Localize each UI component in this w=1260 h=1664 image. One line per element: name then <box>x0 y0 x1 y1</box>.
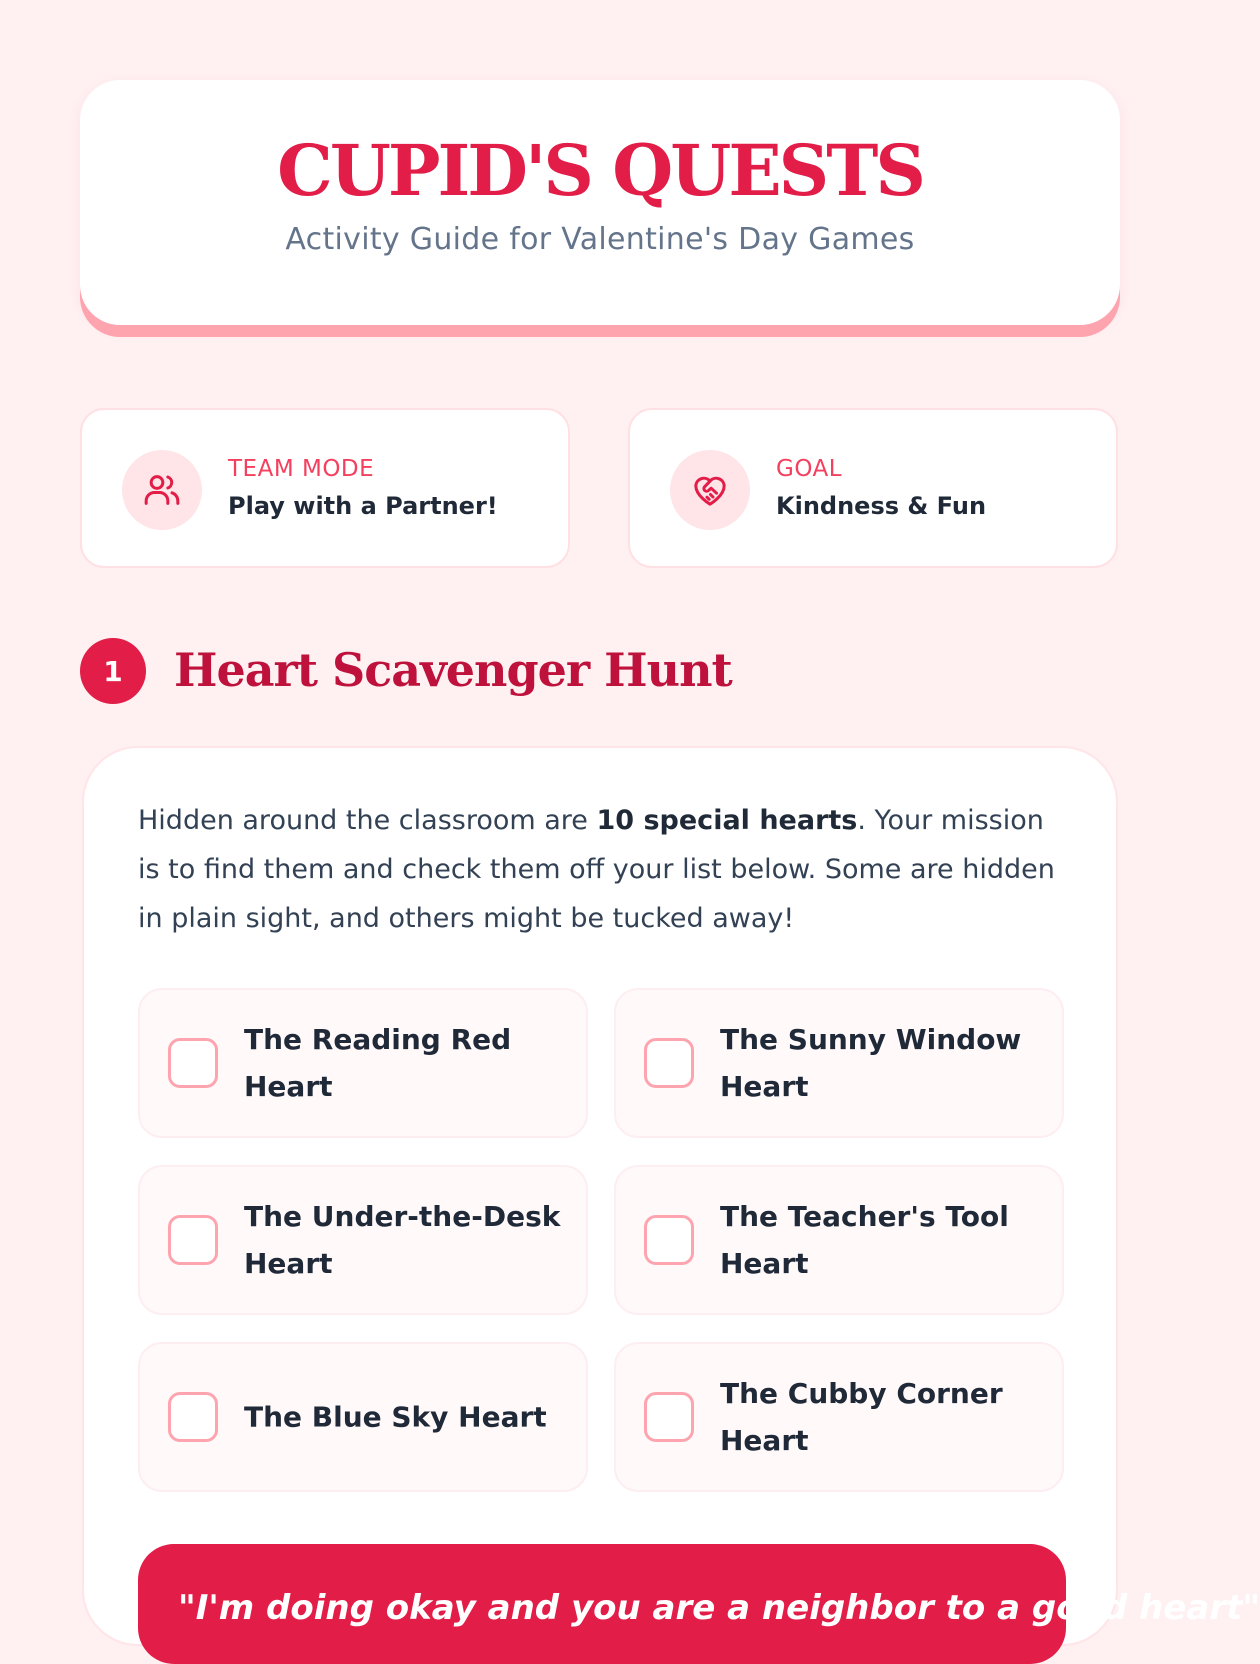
info-value-goal: Kindness & Fun <box>776 492 987 520</box>
info-label-team-mode: TEAM MODE <box>228 456 375 482</box>
checklist-item-label: The Blue Sky Heart <box>244 1400 547 1434</box>
intro-text-start: Hidden around the classroom are <box>138 805 597 836</box>
checklist-item[interactable] <box>614 988 1064 1138</box>
checklist-item[interactable] <box>614 1165 1064 1315</box>
intro-text-end: . Your mission is to find them and check them off your list below. Some are hidden in plain sight, and others might be tucked away! <box>138 805 1055 934</box>
users-icon <box>122 450 202 530</box>
checkbox[interactable] <box>644 1392 694 1442</box>
info-card-goal <box>628 408 1118 568</box>
checklist-item[interactable] <box>138 1342 588 1492</box>
quote-banner-text: "I'm doing okay and you are a neighbor to a good heart" <box>178 1588 1260 1628</box>
info-label-goal: GOAL <box>776 456 843 482</box>
quote-banner <box>138 1544 1260 1664</box>
checkbox[interactable] <box>168 1038 218 1088</box>
checklist-item-label: The Sunny Window Heart <box>720 1023 1022 1103</box>
section-title: Heart Scavenger Hunt <box>174 643 732 697</box>
info-value-team-mode: Play with a Partner! <box>228 492 498 520</box>
section-number-badge: 1 <box>80 638 146 704</box>
checklist-item[interactable] <box>138 1165 588 1315</box>
header-card <box>80 80 1120 325</box>
checkbox[interactable] <box>168 1392 218 1442</box>
checklist-item[interactable] <box>138 988 588 1138</box>
checklist-item[interactable] <box>614 1342 1064 1492</box>
scavenger-hunt-card <box>82 746 1260 1646</box>
checklist-item-label: The Under-the-Desk Heart <box>244 1200 561 1280</box>
heart-handshake-icon <box>670 450 750 530</box>
checklist-item-label: The Reading Red Heart <box>244 1023 512 1103</box>
checkbox[interactable] <box>644 1215 694 1265</box>
checkbox[interactable] <box>644 1038 694 1088</box>
app-title: CUPID'S QUESTS <box>277 129 923 212</box>
checklist-item-label: The Cubby Corner Heart <box>720 1377 1003 1457</box>
intro-highlight: 10 special hearts <box>596 805 858 836</box>
section-intro <box>138 796 1058 943</box>
info-card-team-mode <box>80 408 570 568</box>
app-subtitle: Activity Guide for Valentine's Day Games <box>285 222 915 257</box>
checklist-item-label: The Teacher's Tool Heart <box>720 1200 1009 1280</box>
checkbox[interactable] <box>168 1215 218 1265</box>
